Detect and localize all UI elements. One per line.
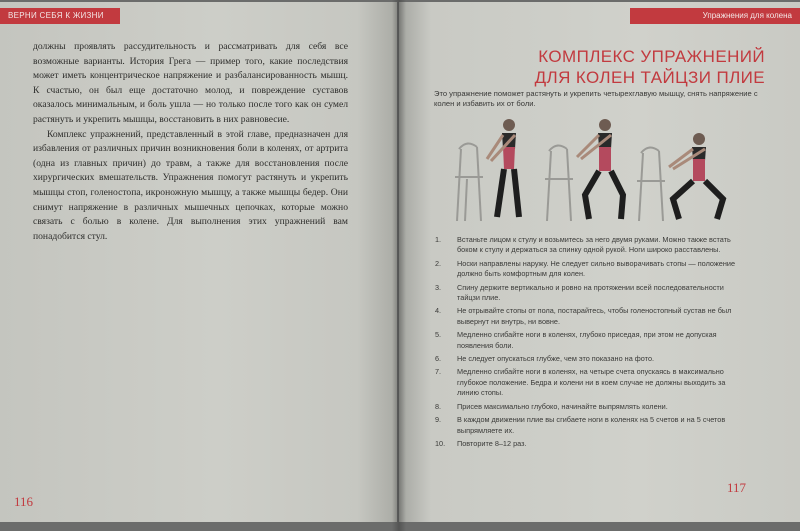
list-item: 2. Носки направлены наружу. Не следует сильно выворачивать стопы — положение должно быть комфортным для колен.: [435, 258, 736, 279]
paragraph: Комплекс упражнений, представленный в этой главе, предназначен для избавления от различных причин возникновения боли в коленях, от артрита (одна из главных причин) до травм, а также для восстановления после хирургических вмешательств. Упражнения помогут растянуть и укрепить мышцы стоп, голеностопа, икроножную мышцу, а также мышцы бедер. Они снимут напряжение в различных мышечных цепочках, которые можно связать с болью в колене. Для выполнения этих упражнений вам понадобится стул.: [33, 128, 348, 242]
right-page: [399, 2, 800, 522]
section-title: [525, 46, 765, 88]
left-page: [0, 2, 397, 522]
woman-figure: [577, 119, 623, 219]
page-number-left: 116: [14, 494, 34, 509]
page-number-right: 117: [726, 480, 746, 495]
exercise-photo: [447, 109, 727, 229]
left-body-text: [33, 40, 348, 244]
title-line: ДЛЯ КОЛЕН ТАЙЦЗИ ПЛИЕ: [534, 68, 765, 87]
woman-figure: [487, 119, 519, 217]
list-item: 4. Не отрывайте стопы от пола, постарайтесь, чтобы голеностопный сустав не был вывернут ни внутрь, ни вовне.: [435, 306, 732, 326]
chair-icon: [545, 145, 573, 221]
title-line: КОМПЛЕКС УПРАЖНЕНИЙ: [538, 47, 765, 66]
list-item: 6. Не следует опускаться глубже, чем это показано на фото.: [435, 354, 655, 364]
paragraph: должны проявлять рассудительность и рассматривать для себя все возможные варианты. История Грега — пример того, какие последствия может иметь концентрическое напряжение и разбалансированность мышц. К счастью, он был еще достаточно молод, и повреждение суставов оказалось минимальным, и боль ушла — но только после того как он сумел растянуть и укрепить мышцы, восстановить в них равновесие.: [33, 41, 348, 125]
chair-icon: [637, 147, 665, 221]
list-item: 3. Спину держите вертикально и ровно на протяжении всей последовательности тайцзи плие.: [435, 282, 724, 303]
running-head-left: ВЕРНИ СЕБЯ К ЖИЗНИ: [0, 8, 120, 24]
running-head-right: Упражнения для колена: [630, 8, 800, 24]
woman-figure: [669, 133, 723, 219]
list-item: 8. Присев максимально глубоко, начинайте выпрямлять колени.: [435, 401, 668, 411]
chair-icon: [455, 143, 483, 221]
list-item: 9. В каждом движении плие вы сгибаете ноги в коленях на 5 счетов и на 5 счетов выпрямляете их.: [435, 415, 726, 435]
list-item: 5. Медленно сгибайте ноги в коленях, глубоко приседая, при этом не допуская появления боли.: [435, 330, 717, 350]
list-item: 10. Повторите 8–12 раз.: [435, 438, 527, 448]
steps-list: [435, 235, 735, 452]
book-gutter: [392, 0, 406, 531]
intro-text: Это упражнение поможет растянуть и укрепить четырехглавую мышцу, снять напряжение с колен и избавить их от боли.: [434, 89, 758, 108]
list-item: 1. Встаньте лицом к стулу и возьмитесь за него двумя руками. Можно также встать боком к стулу и держаться за спинку одной рукой. Ноги широко расставлены.: [435, 235, 731, 255]
list-item: 7. Медленно сгибайте ноги в коленях, на четыре счета опускаясь в максимально глубокое положение. Бедра и колени ни в коем случае не должны выходить за линию стопы.: [435, 367, 726, 398]
